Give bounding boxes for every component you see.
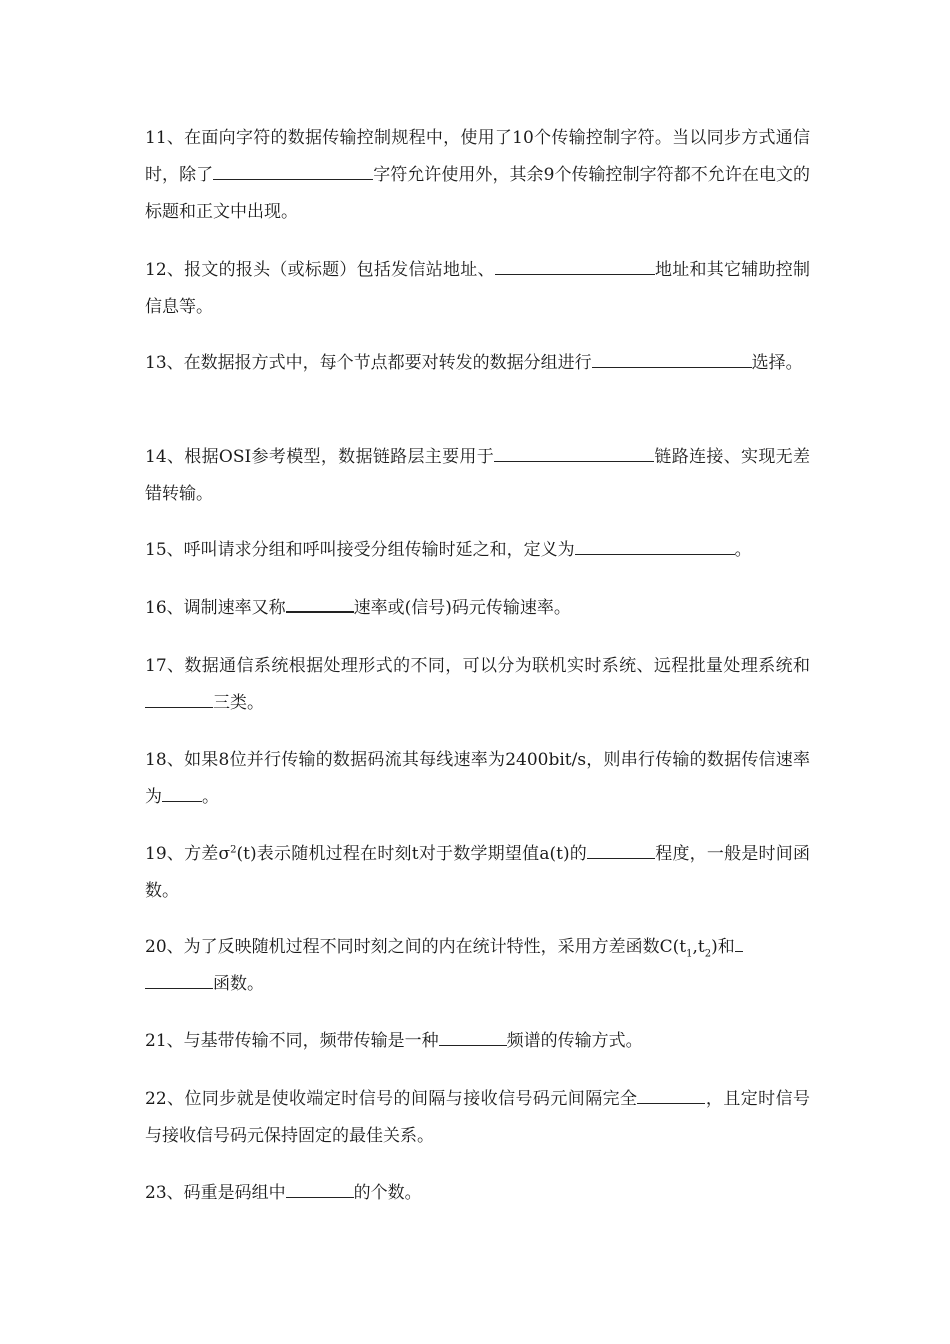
question-12: 12、报文的报头（或标题）包括发信站地址、 地址和其它辅助控制信息等。 [145, 252, 810, 326]
answer-blank[interactable] [439, 1028, 507, 1046]
question-17: 17、数据通信系统根据处理形式的不同，可以分为联机实时系统、远程批量处理系统和三类。 [145, 656, 810, 713]
question-19: 19、方差$\sigma^2(t)$表示随机过程在时刻t对于数学期望值a(t)的 程度，一般是时间函数。 [145, 836, 810, 910]
answer-blank[interactable] [592, 350, 752, 368]
question-16: 16、调制速率又称 速率或(信号)码元传输速率。 [145, 590, 810, 627]
answer-blank-start[interactable] [735, 934, 743, 952]
question-23: 23、码重是码组中 的个数。 [145, 1175, 810, 1212]
answer-blank[interactable] [286, 1180, 354, 1198]
answer-blank[interactable] [495, 257, 655, 275]
question-13: 13、在数据报方式中，每个节点都要对转发的数据分组进行 选择。 [145, 345, 810, 382]
question-14: 14、根据OSI参考模型，数据链路层主要用于 链路连接、实现无差错转输。 [145, 439, 810, 513]
answer-blank[interactable] [162, 784, 202, 802]
question-22: 22、位同步就是使收端定时信号的间隔与接收信号码元间隔完全 ，且定时信号与接收信号码元保持固定的最佳关系。 [145, 1081, 810, 1155]
question-11: 11、在面向字符的数据传输控制规程中，使用了10个传输控制字符。当以同步方式通信时，除了 字符允许使用外，其余9个传输控制字符都不允许在电文的标题和正文中出现。 [145, 128, 810, 222]
question-21: 21、与基带传输不同，频带传输是一种 频谱的传输方式。 [145, 1023, 810, 1060]
answer-blank[interactable] [494, 444, 654, 462]
answer-blank[interactable] [575, 537, 735, 555]
question-15: 15、呼叫请求分组和呼叫接受分组传输时延之和，定义为 。 [145, 532, 810, 569]
answer-blank-end[interactable] [145, 971, 213, 989]
answer-blank[interactable] [213, 162, 373, 180]
answer-blank[interactable] [286, 594, 354, 613]
question-20: 20、为了反映随机过程不同时刻之间的内在统计特性，采用方差函数$C(t_1,t_2)$和 函数。 [145, 929, 810, 1003]
answer-blank[interactable] [637, 1086, 705, 1104]
answer-blank[interactable] [145, 690, 213, 708]
question-18: 18、如果8位并行传输的数据码流其每线速率为2400bit/s，则串行传输的数据传信速率为 。 [145, 750, 810, 807]
answer-blank[interactable] [587, 841, 655, 859]
